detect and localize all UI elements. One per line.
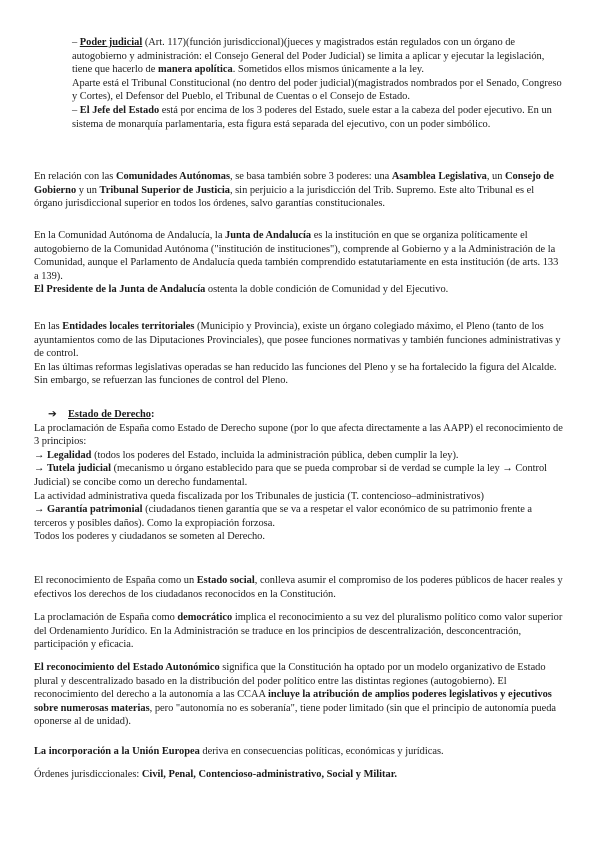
text: (ciudadanos tienen garantía que se va a respetar el valor económico de su patrimonio frente a terceros y posibles daños). Como la expropiación forzosa. [34, 504, 533, 529]
todos-text: Todos los poderes y ciudadanos se someten al Derecho. [34, 531, 265, 543]
asamblea-term: Asamblea Legislativa [391, 171, 487, 182]
text: implica el reconocimiento a su vez del pluralismo político como valor superior del Ordenamiento Jurídico. En la Administración se traduce en los principios de descentralización, desconcentración, participación y eficacia. [34, 612, 563, 651]
entidades-term: Entidades locales territoriales [62, 321, 195, 332]
junta-term: Junta de Andalucía [225, 230, 312, 241]
jefe-estado-paragraph [72, 104, 564, 131]
ue-term: La incorporación a la Unión Europea [34, 746, 200, 757]
arrow-icon: → [34, 504, 47, 516]
text: , pero "autonomía no es soberanía", tiene poder limitado (sin que el principio de autonomía pueda oponerse al de unidad). [34, 702, 557, 728]
dash: – [72, 104, 80, 116]
text: (Municipio y Provincia), existe un órgano colegiado máximo, el Pleno (tanto de los ayuntamientos como de las Diputaciones Provinciales), que posee funciones normativas y también funciones administrativas y de control. [34, 321, 561, 360]
estado-derecho-heading [34, 408, 564, 422]
text: es la institución en que se organiza políticamente el autogobierno de la Comunidad Autónoma ("institución de instituciones"), comprende al Gobierno y a la Administración de la Comunidad, aunque el Parlamento de Andalucía queda también comprendido estatutariamente en esta institución (de arts. 133 a 139). [34, 230, 559, 282]
democratico-term: democrático [177, 612, 233, 623]
legalidad-term: Legalidad [47, 449, 92, 461]
estado-derecho-section [34, 408, 564, 544]
andalucia-paragraph [34, 229, 564, 297]
heading-text: Estado de Derecho [68, 409, 151, 420]
arrow-icon: → [34, 463, 47, 475]
reformas-text: En las últimas reformas legislativas operadas se han reducido las funciones del Pleno y se ha fortalecido la figura del Alcalde. Sin embargo, se refuerzan las funciones de control del Pleno. [34, 361, 557, 387]
text: En la Comunidad Autónoma de Andalucía, la [34, 230, 226, 241]
tsj-term: Tribunal Superior de Justicia [99, 184, 230, 196]
legalidad-item [34, 449, 564, 463]
atribucion-term: incluye la atribución de amplios poderes legislativos y ejecutivos sobre numerosas materias [34, 689, 552, 714]
heading-colon: : [150, 409, 155, 420]
manera-apolitica-term: manera apolítica [157, 64, 233, 76]
text: deriva en consecuencias políticas, económicas y jurídicas. [199, 746, 444, 757]
locales-paragraph [34, 320, 564, 388]
garantia-item [34, 503, 564, 530]
arrow-icon: → [34, 449, 47, 461]
text: Órdenes jurisdiccionales: [34, 769, 142, 780]
tribunal-constitucional-paragraph: Aparte está el Tribunal Constitucional (no dentro del poder judicial)(magistrados nombrados por el Senado, Congreso y Cortes), el Defensor del Pueblo, el Tribunal de Cuentas o el Consejo de Estado. [72, 77, 562, 103]
ccaa-term: Comunidades Autónomas [115, 171, 230, 182]
estado-social-term: Estado social [196, 575, 255, 586]
poder-judicial-term: Poder judicial [79, 37, 143, 48]
arrow-right-icon: ➔ [48, 409, 57, 420]
garantia-term: Garantía patrimonial [47, 504, 143, 516]
autonomico-term: El reconocimiento del Estado Autonómico [34, 662, 220, 673]
dash: – [72, 37, 80, 48]
derecho-intro: La proclamación de España como Estado de Derecho supone (por lo que afecta directamente a las AAPP) el reconocimiento de 3 principios: [34, 422, 563, 448]
democratico-paragraph [34, 611, 564, 652]
text: está por encima de los 3 poderes del Estado, suele estar a la cabeza del poder ejecutivo. En un sistema de monarquía parlamentaria, esta figura está separada del ejecutivo, con un poder simbólico. [72, 104, 552, 130]
consejo-term: Consejo de Gobierno [34, 171, 554, 196]
text: (Art. 117)(función jurisdiccional)(jueces y magistrados están regulados con un órgano de autogobierno y administración: el Consejo General del Poder Judicial) se limita a aplicar y ejecutar la legislación, tiene que hacerlo de [72, 37, 545, 76]
text: , un [486, 171, 506, 182]
text: , sin perjuicio a la jurisdicción del Trib. Supremo. Este alto Tribunal es el órgano jurisdiccional superior en todos los órdenes, salvo garantías constitucionales. [34, 184, 535, 210]
text: (todos los poderes del Estado, incluida la administración pública, deben cumplir la ley). [91, 449, 459, 461]
presidente-term: El Presidente de la Junta de Andalucía [34, 284, 206, 296]
text: significa que la Constitución ha optado por un modelo organizativo de Estado plural y descentralizado basado en la distribución del poder político entre las distintas regiones (autogobierno). El reconocimiento del derecho a la autonomía a las CCAA [34, 662, 546, 701]
text: En relación con las [34, 171, 116, 182]
text: , se basa también sobre 3 poderes: una [230, 171, 392, 182]
ue-paragraph [34, 745, 564, 759]
text: (mecanismo u órgano establecido para que se pueda comprobar si de verdad se cumple la ley → Control Judicial) se concibe como un derecho fundamental. [34, 463, 548, 488]
text: En las [34, 321, 63, 332]
text: La proclamación de España como [34, 612, 178, 623]
actividad-text: La actividad administrativa queda fiscalizada por los Tribunales de justicia (T. contencioso–administrativos) [34, 490, 484, 502]
autonomico-paragraph [34, 661, 564, 729]
ccaa-paragraph [34, 170, 564, 211]
tutela-item [34, 462, 564, 489]
tutela-term: Tutela judicial [47, 463, 111, 475]
text: El reconocimiento de España como un [34, 575, 197, 586]
text: . Sometidos ellos mismos únicamente a la ley. [232, 64, 424, 76]
ordenes-list: Civil, Penal, Contencioso-administrativo, Social y Militar. [141, 769, 397, 780]
text: y un [76, 184, 100, 196]
poder-judicial-paragraph [72, 36, 564, 77]
poderes-list [72, 36, 564, 131]
text: , conlleva asumir el compromiso de los poderes públicos de hacer reales y efectivos los derechos de los ciudadanos reconocidos en la Constitución. [34, 575, 563, 600]
social-paragraph [34, 574, 564, 601]
jefe-estado-term: El Jefe del Estado [79, 104, 160, 116]
ordenes-paragraph [34, 768, 564, 782]
text: ostenta la doble condición de Comunidad y del Ejecutivo. [205, 284, 449, 296]
